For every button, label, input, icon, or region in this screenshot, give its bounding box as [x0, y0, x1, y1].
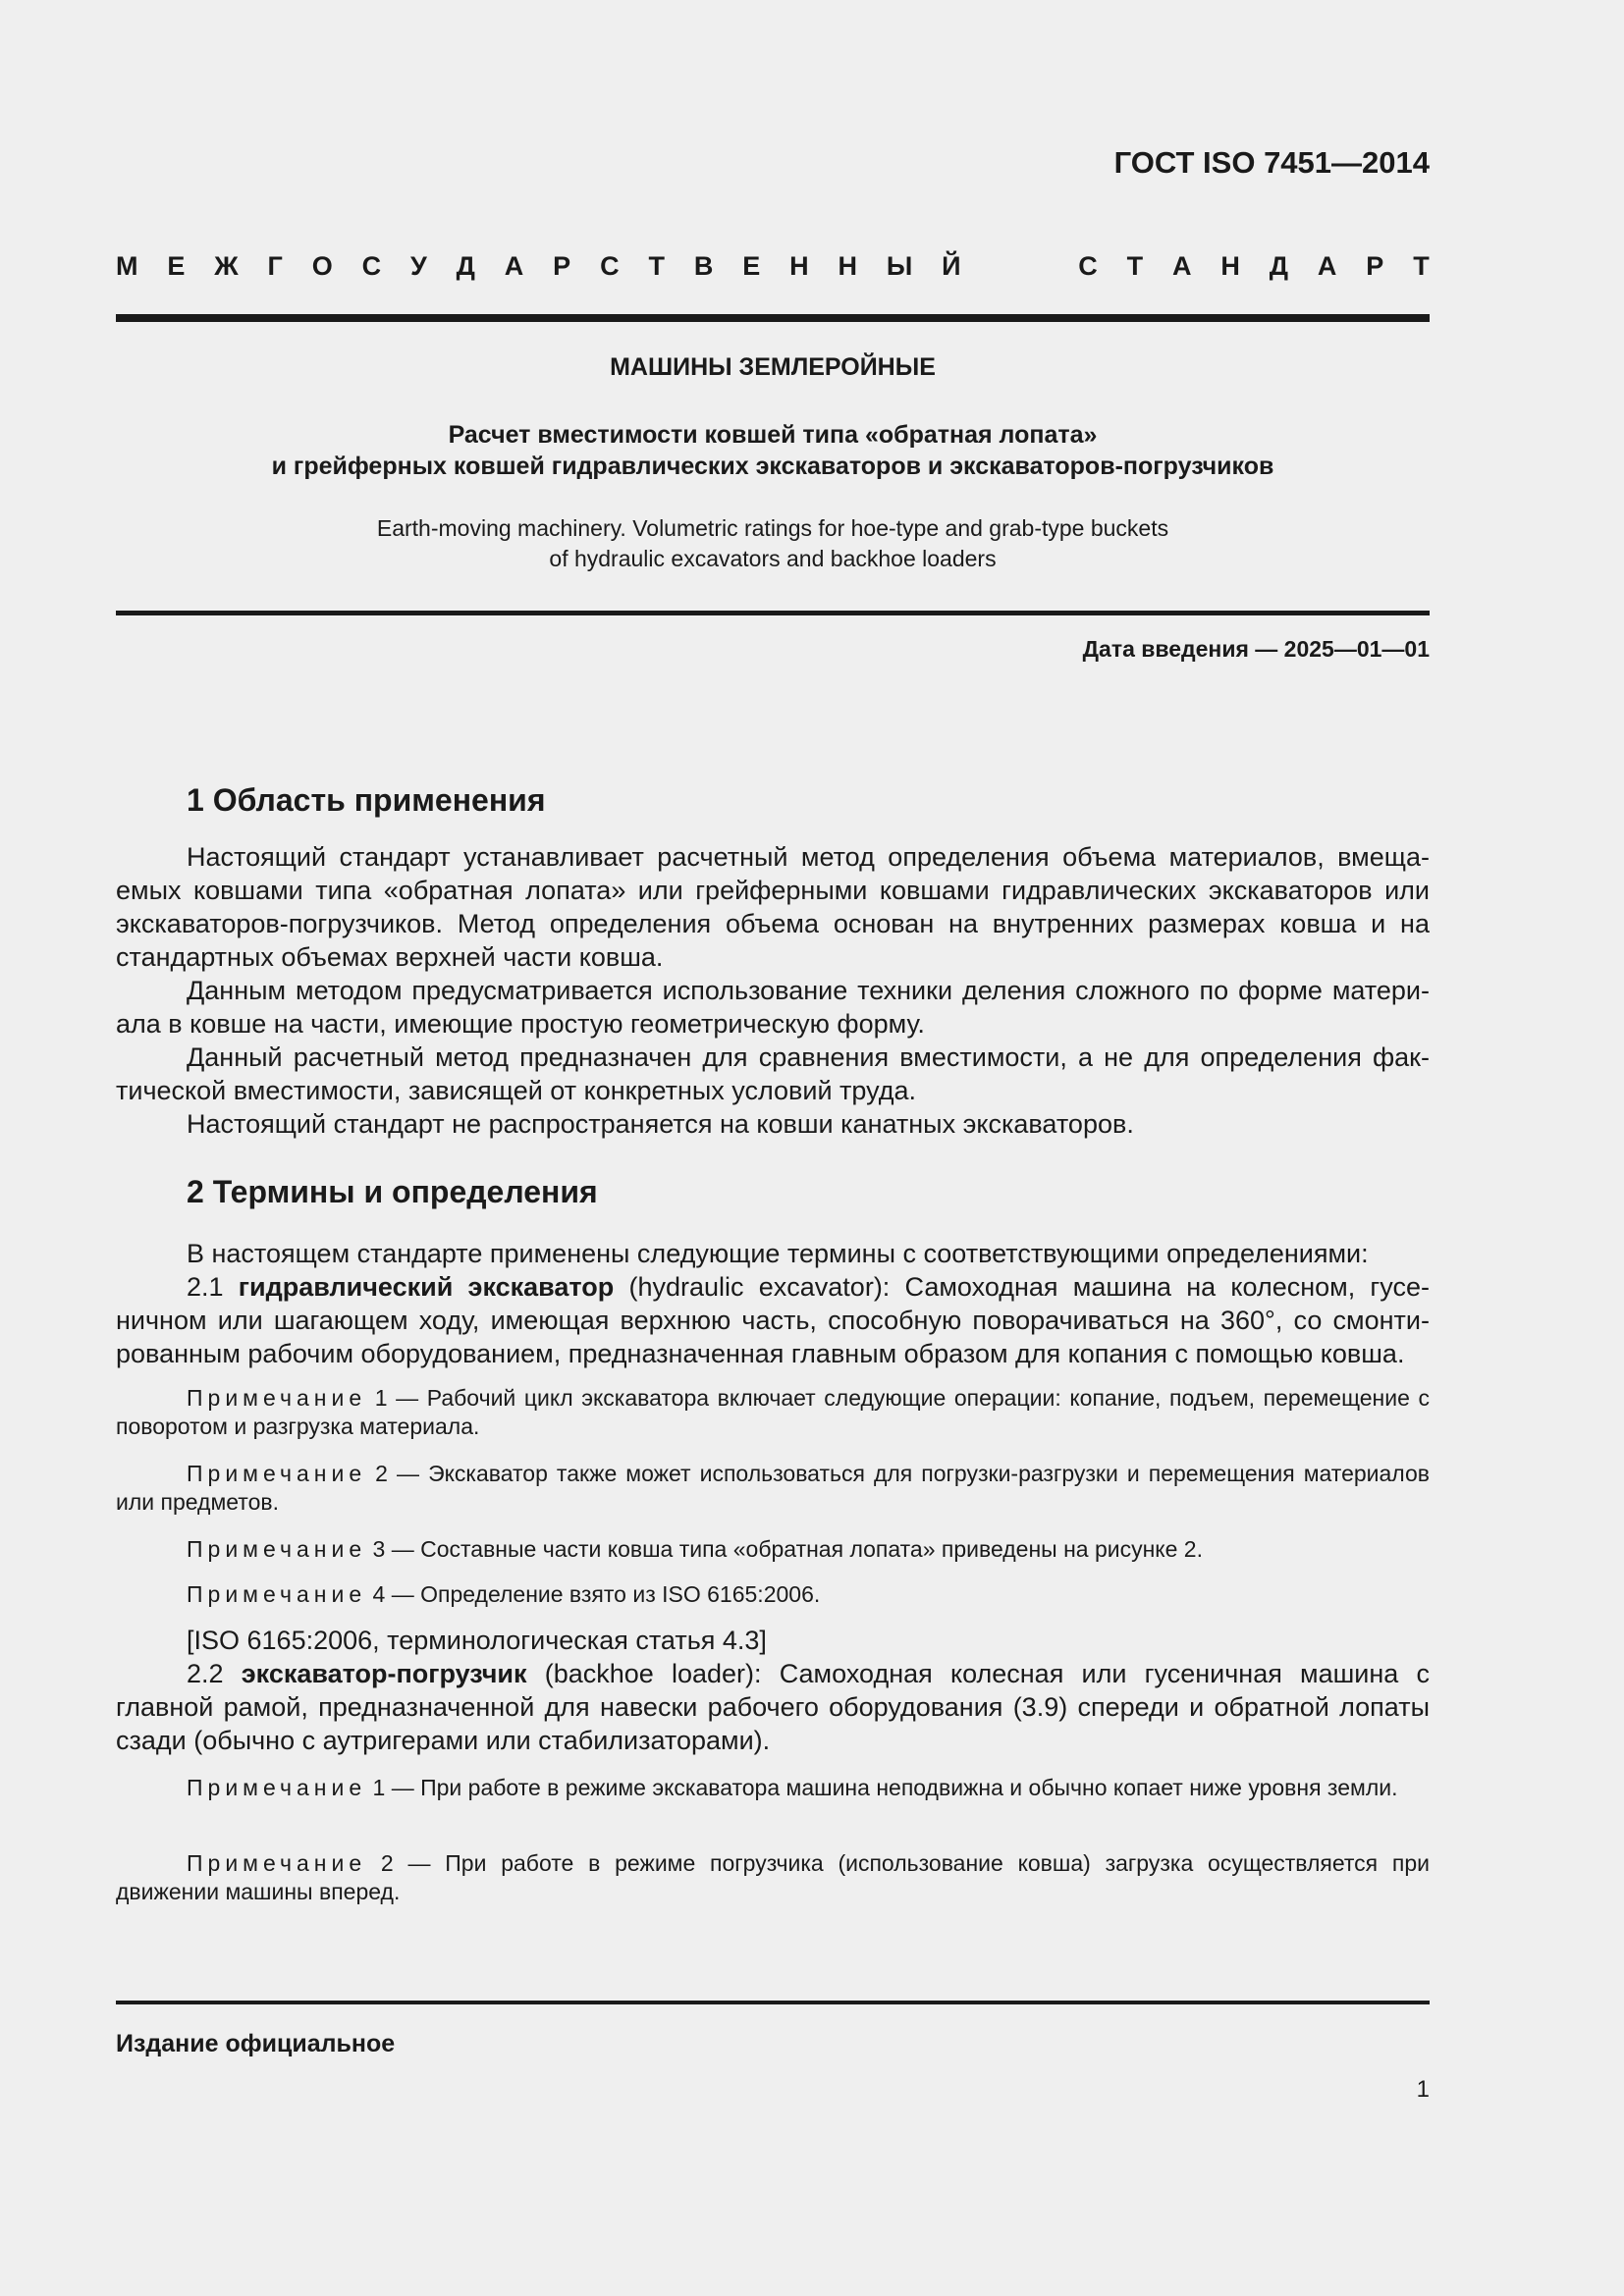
banner-letter: А	[1317, 251, 1337, 281]
note-number: 4	[366, 1581, 386, 1607]
note-label: Примечание	[187, 1461, 367, 1486]
term-definition: (backhoe loader): Самоходная колесная или гусеничная машина с главной рамой, предназначенной для навески рабочего оборудования (3.9) спереди и обратной лопаты сзади (обычно с аутригерами или стабилизаторами).	[116, 1659, 1430, 1755]
section-1-heading: 1 Область применения	[187, 782, 546, 818]
banner-letter: Е	[167, 251, 186, 281]
note-text: — При работе в режиме погрузчика (использование ковша) загрузка осуществляется при движении машины вперед.	[116, 1850, 1430, 1904]
banner-letter: Т	[1413, 251, 1430, 281]
title-main: МАШИНЫ ЗЕМЛЕРОЙНЫЕ	[610, 353, 936, 381]
term-number: 2.2	[187, 1659, 242, 1688]
term-name: экскаватор-погрузчик	[241, 1659, 527, 1688]
banner-letter: М	[116, 251, 138, 281]
note-text: — Составные части ковша типа «обратная лопата» приведены на рисунке 2.	[385, 1536, 1203, 1562]
section-2-intro-block	[116, 1237, 1430, 1370]
title-russian-line1: Расчет вместимости ковшей типа «обратная лопата»	[448, 421, 1098, 449]
title-rule	[116, 611, 1430, 615]
title-english	[116, 513, 1430, 574]
section-1-paragraph: Данным методом предусматривается использование техники деления сложного по форме материала в ковше на части, имеющие простую геометрическую форму.	[116, 976, 1430, 1039]
banner-letter: О	[311, 251, 333, 281]
note-2-1-3	[116, 1535, 1430, 1564]
banner-letter: Й	[942, 251, 961, 281]
title-english-line2: of hydraulic excavators and backhoe loaders	[549, 546, 997, 571]
note-number: 2	[366, 1461, 388, 1486]
title-russian-line2: и грейферных ковшей гидравлических экскаваторов и экскаваторов-погрузчиков	[271, 453, 1274, 480]
section-1-body	[116, 840, 1430, 1141]
note-label: Примечание	[187, 1850, 367, 1876]
note-number: 1	[366, 1385, 388, 1411]
banner-letter: Ы	[886, 251, 913, 281]
term-2-1	[116, 1270, 1430, 1370]
banner-letter: С	[1078, 251, 1098, 281]
note-2-1-4	[116, 1580, 1430, 1609]
banner-letter: С	[600, 251, 620, 281]
section-2-heading: 2 Термины и определения	[187, 1174, 598, 1209]
note-label: Примечание	[187, 1775, 367, 1800]
introduction-date: Дата введения — 2025—01—01	[1082, 636, 1430, 662]
section-1-paragraph: Настоящий стандарт устанавливает расчетный метод определения объема материалов, вмещаемых ковшами типа «обратная лопата» или грейферными ковшами гидравлических экскаваторов или экскаваторов-погрузчиков. Метод определения объема основан на внутренних размерах ковша и на стандартных объемах верхней части ковша.	[116, 842, 1430, 972]
banner-letter: А	[504, 251, 524, 281]
note-number: 2	[366, 1850, 394, 1876]
section-1-paragraph: Данный расчетный метод предназначен для сравнения вместимости, а не для определения фактической вместимости, зависящей от конкретных условий труда.	[116, 1042, 1430, 1105]
note-2-2-1	[116, 1774, 1430, 1802]
note-label: Примечание	[187, 1536, 367, 1562]
banner-letter: Т	[648, 251, 665, 281]
standard-number: ГОСТ ISO 7451—2014	[1113, 145, 1430, 180]
header-rule	[116, 314, 1430, 322]
banner-letter: Н	[789, 251, 809, 281]
footer-rule	[116, 2001, 1430, 2004]
banner-letter: Г	[267, 251, 283, 281]
term-name: гидравлический экскаватор	[238, 1272, 615, 1302]
note-text: — При работе в режиме экскаватора машина неподвижна и обычно копает ниже уровня земли.	[385, 1775, 1398, 1800]
interstate-standard-banner	[116, 251, 1430, 282]
edition-label: Издание официальное	[116, 2030, 396, 2057]
banner-letter: В	[693, 251, 714, 281]
banner-letter: Д	[456, 251, 475, 281]
note-text: — Экскаватор также может использоваться для погрузки-разгрузки и перемещения материалов или предметов.	[116, 1461, 1430, 1515]
term-2-2	[116, 1657, 1430, 1757]
page-number: 1	[1416, 2076, 1430, 2103]
banner-letter: У	[410, 251, 427, 281]
banner-letter: С	[361, 251, 382, 281]
banner-letter: А	[1172, 251, 1192, 281]
title-english-line1: Earth-moving machinery. Volumetric ratings for hoe-type and grab-type buckets	[376, 515, 1169, 541]
note-number: 1	[366, 1775, 386, 1800]
banner-letter: Е	[742, 251, 761, 281]
banner-letter: Р	[1366, 251, 1384, 281]
note-2-1-1	[116, 1384, 1430, 1441]
note-text: — Определение взято из ISO 6165:2006.	[385, 1581, 821, 1607]
banner-letter: Н	[1220, 251, 1240, 281]
banner-letter: Д	[1269, 251, 1289, 281]
banner-letter: Н	[838, 251, 857, 281]
banner-letter: Ж	[214, 251, 239, 281]
note-label: Примечание	[187, 1581, 367, 1607]
banner-letter: Т	[1126, 251, 1144, 281]
section-1-paragraph: Настоящий стандарт не распространяется на ковши канатных экскаваторов.	[187, 1109, 1134, 1139]
term-number: 2.1	[187, 1272, 239, 1302]
term-2-2-block	[116, 1624, 1430, 1757]
term-source: [ISO 6165:2006, терминологическая статья 4.3]	[187, 1626, 767, 1655]
note-number: 3	[366, 1536, 386, 1562]
note-2-2-2	[116, 1849, 1430, 1906]
title-russian	[116, 419, 1430, 482]
note-text: — Рабочий цикл экскаватора включает следующие операции: копание, подъем, перемещение с поворотом и разгрузка материала.	[116, 1385, 1431, 1439]
banner-gap	[990, 251, 1049, 282]
banner-letter: Р	[553, 251, 571, 281]
term-definition: (hydraulic excavator): Самоходная машина на колесном, гусеничном или шагающем ходу, имеющая верхнюю часть, способную поворачиваться на 360°, со смонтированным рабочим оборудованием, предназначенная главным образом для копания с помощью ковша.	[116, 1272, 1430, 1368]
note-2-1-2	[116, 1460, 1430, 1517]
section-2-intro: В настоящем стандарте применены следующие термины с соответствующими определениями:	[187, 1239, 1369, 1268]
note-label: Примечание	[187, 1385, 367, 1411]
